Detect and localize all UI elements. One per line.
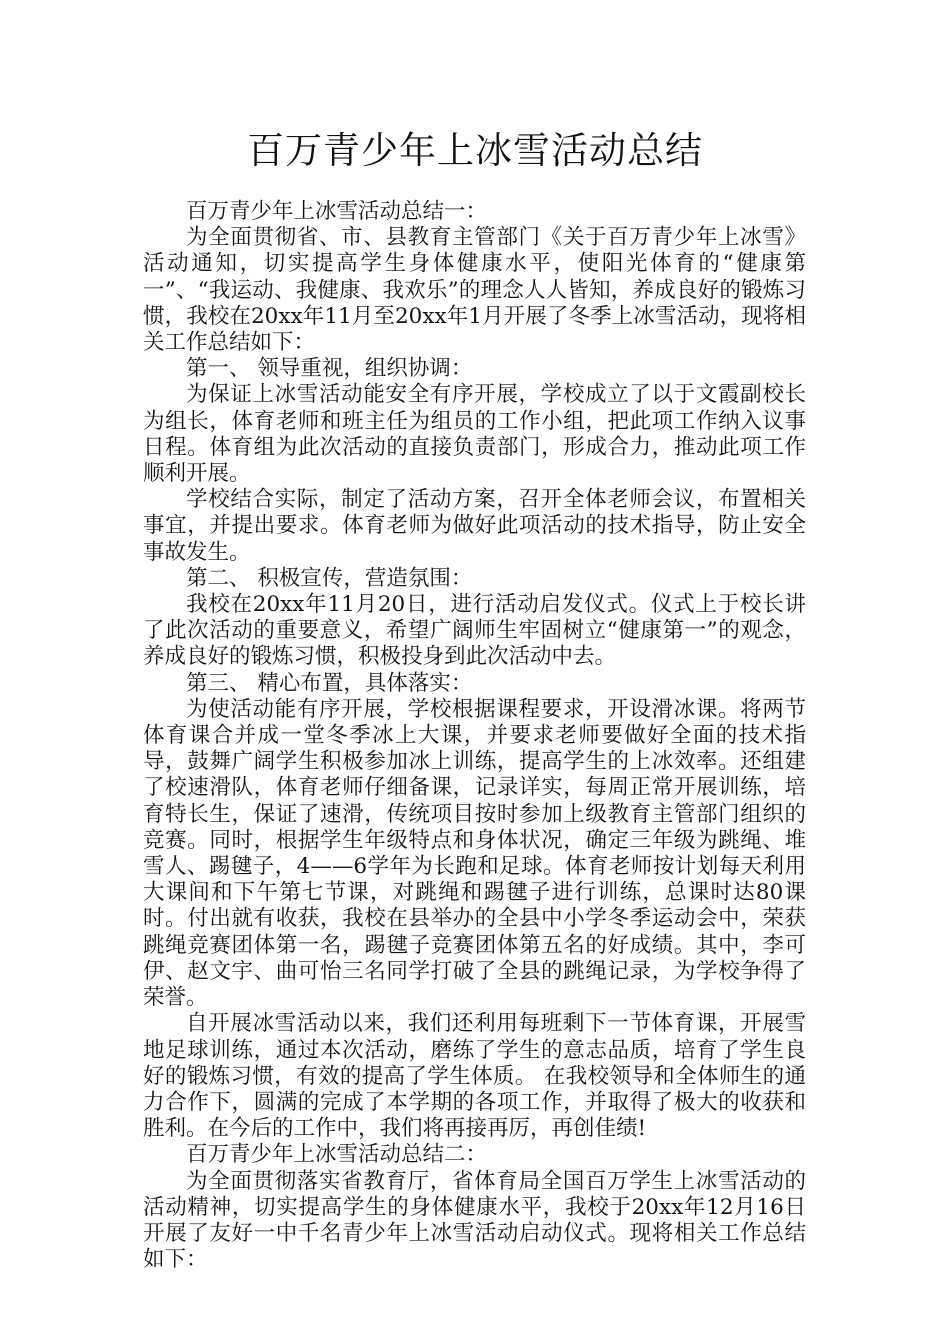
- section-heading-summary-two: 百万青少年上冰雪活动总结二：: [186, 1142, 488, 1168]
- section-heading-summary-one: 百万青少年上冰雪活动总结一：: [186, 199, 488, 224]
- paragraph-publicity: 我校在20xx年11月20日，进行活动启发仪式。仪式上于校长讲了此次活动的重要意义，希望广阔师生牢固树立“健康第一”的观念，养成良好的锻炼习惯，积极投身到此次活动中去。: [143, 592, 806, 670]
- paragraph-results: 自开展冰雪活动以来，我们还利用每班剩下一节体育课，开展雪地足球训练，通过本次活动，磨练了学生的意志品质，培育了学生良好的锻炼习惯，有效的提高了学生体质。 在我校领导和全体师生的通力合作下，圆满的完成了本学期的各项工作，并取得了极大的收获和胜利。在今后的工作中，我们将再接再厉，再创佳绩!: [143, 1011, 806, 1142]
- document-body: [143, 199, 806, 1273]
- paragraph-plan: 学校结合实际，制定了活动方案，召开全体老师会议，布置相关事宜，并提出要求。体育老师为做好此项活动的技术指导，防止安全事故发生。: [143, 487, 806, 565]
- paragraph-implementation: 为使活动能有序开展，学校根据课程要求，开设滑冰课。将两节体育课合并成一堂冬季冰上大课，并要求老师要做好全面的技术指导，鼓舞广阔学生积极参加冰上训练，提高学生的上冰效率。还组建了校速滑队，体育老师仔细备课，记录详实，每周正常开展训练，培育特长生，保证了速滑，传统项目按时参加上级教育主管部门组织的竞赛。同时，根据学生年级特点和身体状况，确定三年级为跳绳、堆雪人、踢毽子，4——6学年为长跑和足球。体育老师按计划每天利用大课间和下午第七节课，对跳绳和踢毽子进行训练，总课时达80课时。付出就有收获，我校在县举办的全县中小学冬季运动会中，荣获跳绳竞赛团体第一名，踢毽子竞赛团体第五名的好成绩。其中，李可伊、赵文宇、曲可怡三名同学打破了全县的跳绳记录，为学校争得了荣誉。: [143, 696, 806, 1011]
- section-heading-third: 第三、 精心布置，具体落实：: [186, 670, 473, 696]
- section-heading-first: 第一、 领导重视，组织协调：: [186, 356, 473, 382]
- document-title: 百万青少年上冰雪活动总结: [247, 129, 703, 172]
- paragraph-summary-two-intro: 为全面贯彻落实省教育厅，省体育局全国百万学生上冰雪活动的活动精神，切实提高学生的身体健康水平，我校于20xx年12月16日开展了友好一中千名青少年上冰雪活动启动仪式。现将相关工作总结如下：: [143, 1168, 806, 1273]
- paragraph-intro: 为全面贯彻省、市、县教育主管部门《关于百万青少年上冰雪》活动通知，切实提高学生身体健康水平，使阳光体育的“健康第一”、“我运动、我健康、我欢乐”的理念人人皆知，养成良好的锻炼习惯，我校在20xx年11月至20xx年1月开展了冬季上冰雪活动，现将相关工作总结如下：: [143, 225, 806, 356]
- section-heading-second: 第二、 积极宣传，营造氛围：: [186, 565, 473, 591]
- paragraph-leadership: 为保证上冰雪活动能安全有序开展，学校成立了以于文霞副校长为组长，体育老师和班主任为组员的工作小组，把此项工作纳入议事日程。体育组为此次活动的直接负责部门，形成合力，推动此项工作顺利开展。: [143, 382, 806, 487]
